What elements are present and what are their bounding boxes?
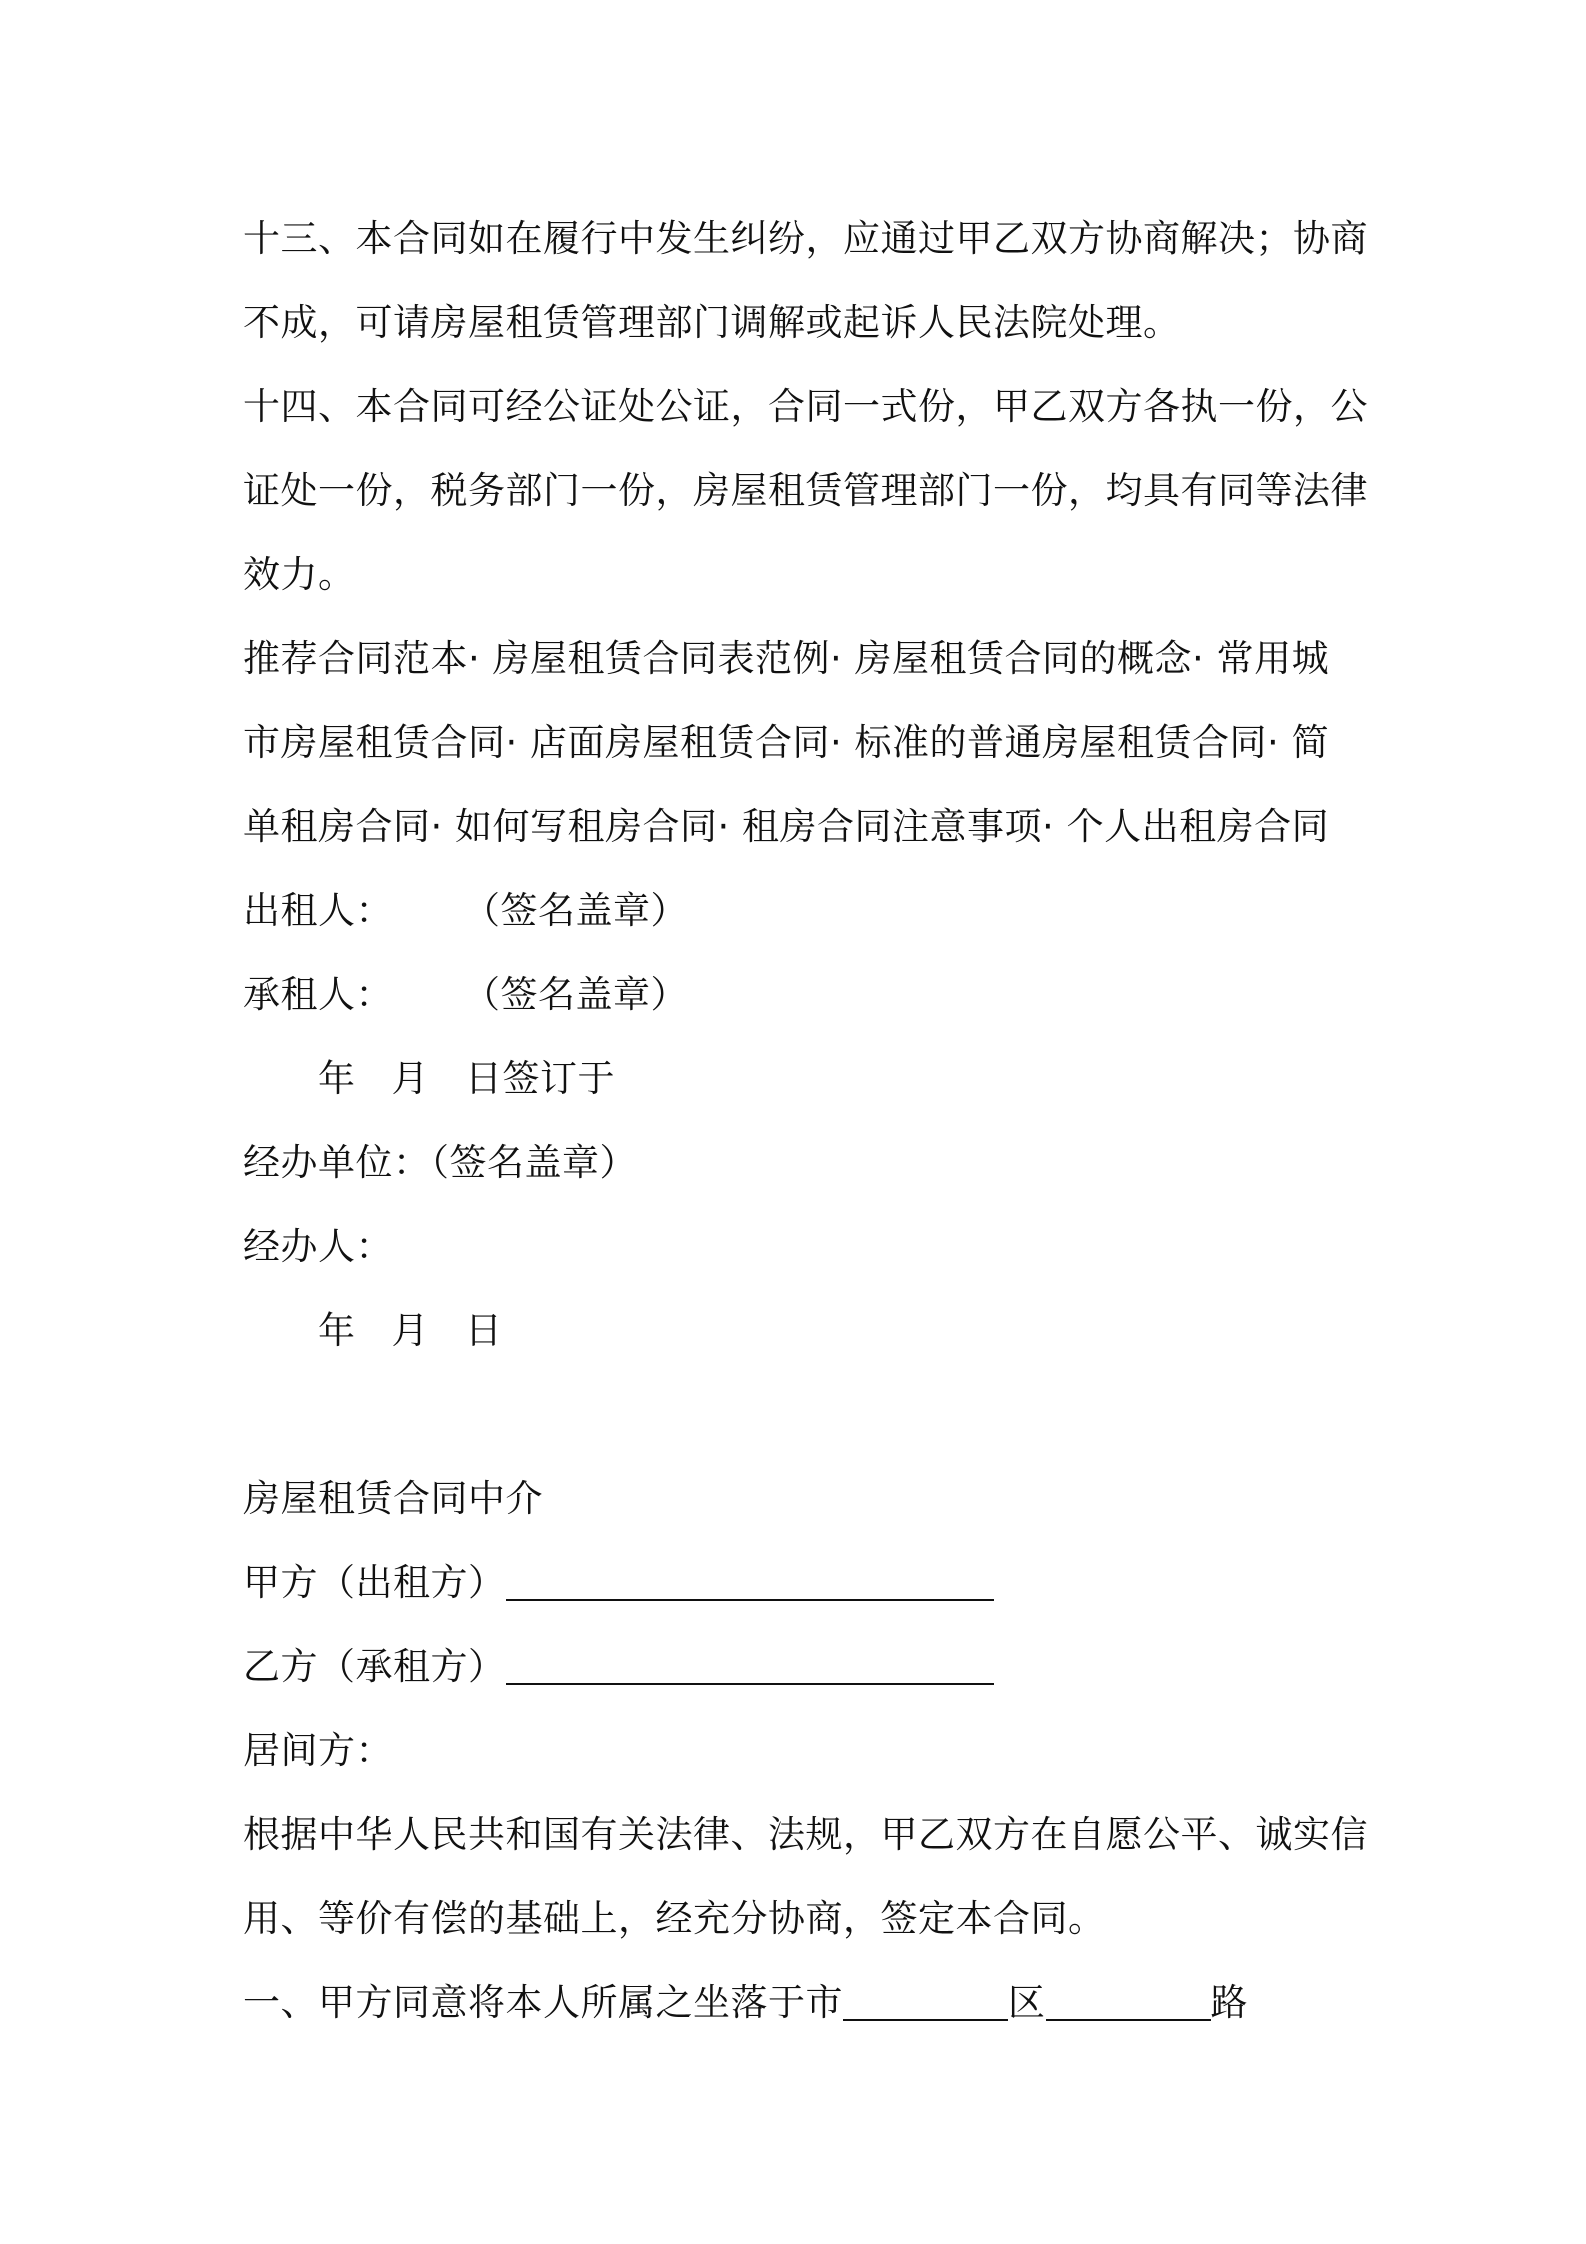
clause-13-line-2: 不成，可请房屋租赁管理部门调解或起诉人民法院处理。 (243, 301, 1181, 344)
signing-date-year: 年 (318, 1057, 356, 1100)
district-blank (1046, 1983, 1211, 2021)
document-body (243, 197, 1368, 2045)
city-blank (843, 1983, 1008, 2021)
party-b-blank (506, 1647, 994, 1685)
recommend-line-2: 市房屋租赁合同· 店面房屋租赁合同· 标准的普通房屋租赁合同· 简 (243, 721, 1330, 764)
lessor-sign-placeholder: （签名盖章） (463, 889, 688, 932)
clause-1-text: 一、甲方同意将本人所属之坐落于市 (243, 1981, 843, 2024)
agency-unit-line: 经办单位：（签名盖章） (243, 1141, 637, 1184)
clause-13-line-1: 十三、本合同如在履行中发生纠纷，应通过甲乙双方协商解决；协商 (243, 217, 1368, 260)
intermediary-line: 居间方： (243, 1729, 393, 1772)
party-a-line (243, 1541, 1363, 1625)
clause-14-line-3: 效力。 (243, 553, 356, 596)
party-a-label: 甲方（出租方） (243, 1561, 506, 1604)
handler-date-day: 日 (465, 1309, 503, 1352)
handler-date-line (243, 1289, 1363, 1373)
lessee-sign-placeholder: （签名盖章） (463, 973, 688, 1016)
road-label: 路 (1210, 1981, 1248, 2024)
party-b-label: 乙方（承租方） (243, 1645, 506, 1688)
lessor-signature-line (243, 869, 1363, 953)
preamble-line-1: 根据中华人民共和国有关法律、法规，甲乙双方在自愿公平、诚实信 (243, 1813, 1368, 1856)
section-2-title: 房屋租赁合同中介 (243, 1477, 543, 1520)
recommend-line-1: 推荐合同范本· 房屋租赁合同表范例· 房屋租赁合同的概念· 常用城 (243, 637, 1330, 680)
lessor-label: 出租人： (243, 889, 393, 932)
recommend-line-3: 单租房合同· 如何写租房合同· 租房合同注意事项· 个人出租房合同 (243, 805, 1330, 848)
party-b-line (243, 1625, 1363, 1709)
lessee-label: 承租人： (243, 973, 393, 1016)
signing-date-month: 月 (391, 1057, 429, 1100)
handler-line: 经办人： (243, 1225, 393, 1268)
signing-date-line (243, 1037, 1363, 1121)
clause-1-line (243, 1961, 1363, 2045)
handler-date-month: 月 (391, 1309, 429, 1352)
section-spacer (243, 1373, 1363, 1457)
party-a-blank (506, 1563, 994, 1601)
clause-14-line-1: 十四、本合同可经公证处公证，合同一式份，甲乙双方各执一份，公 (243, 385, 1368, 428)
preamble-line-2: 用、等价有偿的基础上，经充分协商，签定本合同。 (243, 1897, 1106, 1940)
district-label: 区 (1008, 1981, 1046, 2024)
handler-date-year: 年 (318, 1309, 356, 1352)
lessee-signature-line (243, 953, 1363, 1037)
clause-14-line-2: 证处一份，税务部门一份，房屋租赁管理部门一份，均具有同等法律 (243, 469, 1368, 512)
signing-date-day: 日签订于 (465, 1057, 615, 1100)
